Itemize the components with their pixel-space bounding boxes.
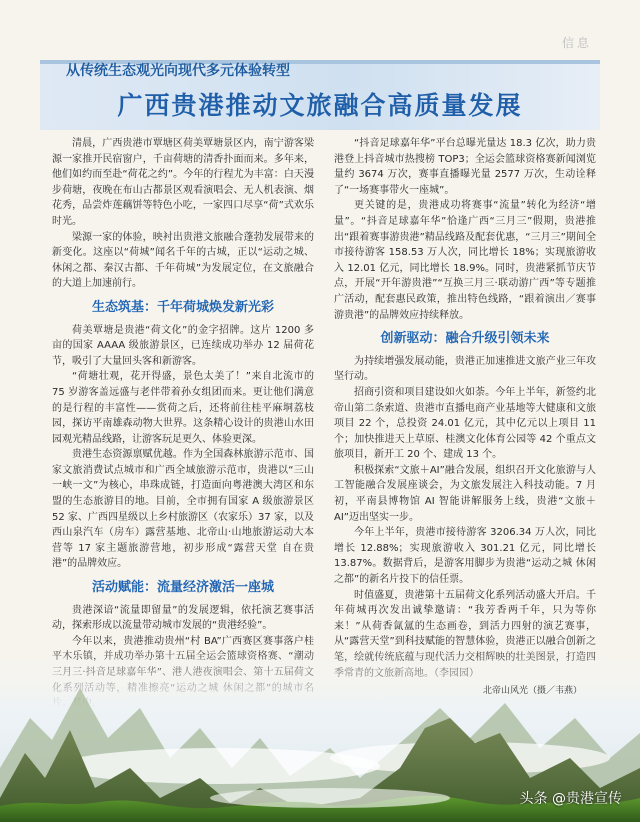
header-ghost-label: 信息 [561,36,592,50]
paragraph: 今年上半年，贵港市接待游客 3206.34 万人次，同比增长 12.88%；实现旅游收入 301.21 亿元，同比增长 13.87%。数据背后，是游客用脚步为贵港“运动之城 休闲之都”的新名片投下的信任票。 [334,527,596,586]
paragraph: 清晨，广西贵港市覃塘区荷美覃塘景区内，南宁游客梁源一家推开民宿窗户，千亩荷塘的清香扑面而来。多年来，他们如约而至赴“荷花之约”。今年的行程尤为丰富：白天漫步荷塘，夜晚在布山古都景区观看演唱会、无人机表演、烟花秀，品尝炸莲藕饼等特色小吃，一家四口尽享“荷”式欢乐时光。 [52,138,314,227]
section-heading-ecology: 生态筑基：千年荷城焕发新光彩 [91,299,274,315]
paragraph: 更关键的是，贵港成功将赛事“流量”转化为经济“增量”。“抖音足球嘉年华”恰逢广西“三月三”假期，贵港推出“跟着赛事游贵港”精品线路及配套优惠，“三月三”期间全市接待游客 158.53 万人次，同比增长 18%；实现旅游收入 12.01 亿元，同比增长 18.9%。同时，贵港紧抓节庆节点，开展“开年游贵港”“互换三月三·联动游广西”等专题推广活动，配套惠民政策，推出特色线路，“跟着演出／赛事游贵港”的品牌效应持续释放。 [334,200,596,321]
paragraph: 荷美覃塘是贵港“荷文化”的金字招牌。这片 1200 多亩的国家 AAAA 级旅游景区，已连续成功举办 12 届荷花节，吸引了大量回头客和新游客。 [52,324,314,367]
paragraph: 招商引资和项目建设如火如荼。今年上半年，新签约北帝山第二条索道、贵港市直播电商产业基地等大健康和文旅项目 22 个，总投资 24.01 亿元，其中亿元以上项目 11 个；加快推进天上草原、桂澳文化体育公园等 42 个重点文旅项目，新开工 20 个、建成 13 个。 [334,386,596,461]
paragraph: 为持续增强发展动能，贵港正加速推进文旅产业三年攻坚行动。 [334,355,596,383]
paragraph: 今年以来，贵港推动贵州“村 BA”广西赛区赛事落户桂 [72,635,314,647]
section-heading-activities: 活动赋能：流量经济激活一座城 [91,580,274,596]
paragraph: 贵港深谙“流量即留量”的发展逻辑，依托演艺赛事活动，探索形成以流量带动城市发展的“贵港经验”。 [52,604,314,632]
source-watermark: 头条 @贵港宣传 [519,791,622,807]
paragraph: “抖音足球嘉年华”平台总曝光量达 18.3 亿次，助力贵港登上抖音城市热搜榜 TOP3；全运会篮球资格赛新闻浏览量约 3674 万次，赛事直播曝光量 2577 万次，生动诠释了“一场赛事带火一座城”。 [334,138,596,196]
left-column [52,136,314,712]
section-heading-innovation: 创新驱动：融合升级引领未来 [380,331,550,347]
right-column [334,136,596,681]
photo-caption: 北帝山风光（摄／韦燕） [482,686,582,696]
page-title: 广西贵港推动文旅融合高质量发展 [117,91,523,120]
subtitle: 从传统生态观光向现代多元体验转型 [66,63,290,79]
paragraph: “荷塘壮观，花开得盛，景色太美了！”来自北流市的 75 岁游客盖远盛与老伴带着孙女组团而来。更让他们满意的是行程的丰富性——赏荷之后，还将前往桂平麻垌荔枝园，探访平南雄森动物大世界。这条精心设计的贵港山水田园观光精品线路，让游客玩足更久、体验更深。 [52,371,314,445]
paragraph: 梁源一家的体验，映衬出贵港文旅融合蓬勃发展带来的新变化。这座以“荷城”闻名千年的古城，正以“运动之城、休闲之都、秦汉古都、千年荷城”为发展定位，在文旅融合的大道上加速前行。 [52,231,314,290]
paragraph: 贵港生态资源禀赋优越。作为全国森林旅游示范市、国家文旅消费试点城市和广西全域旅游示范市，贵港以“三山一峡一文”为核心，串珠成链，打造面向粤港澳大湾区和东盟的生态旅游目的地。目前，全市拥有国家 A 级旅游景区 52 家、广西四星级以上乡村旅游区（农家乐）37 家，以及西山泉汽车（房车）露营基地、北帝山·山地旅游运动大本营等 17 家主题旅游营地，初步形成“露营天堂 自在贵港”的品牌效应。 [52,449,314,570]
paragraph: 时值盛夏，贵港第十五届荷文化系列活动盛大开启。千年荷城再次发出诚挚邀请：“我芳香两千年，只为等你来！”从荷香氤氲的生态画卷，到活力四射的演艺赛事，从“露营天堂”到科技赋能的智慧体验，贵港正以融合创新之 [334,589,596,648]
paragraph: 积极探索“文旅＋AI”融合发展，组织召开文化旅游与人工智能融合发展座谈会，为文旅发展注入科技动能。7 月初，平南县博物馆 AI 智能讲解服务上线，贵港“文旅＋AI”迈出坚实一步。 [334,464,596,523]
